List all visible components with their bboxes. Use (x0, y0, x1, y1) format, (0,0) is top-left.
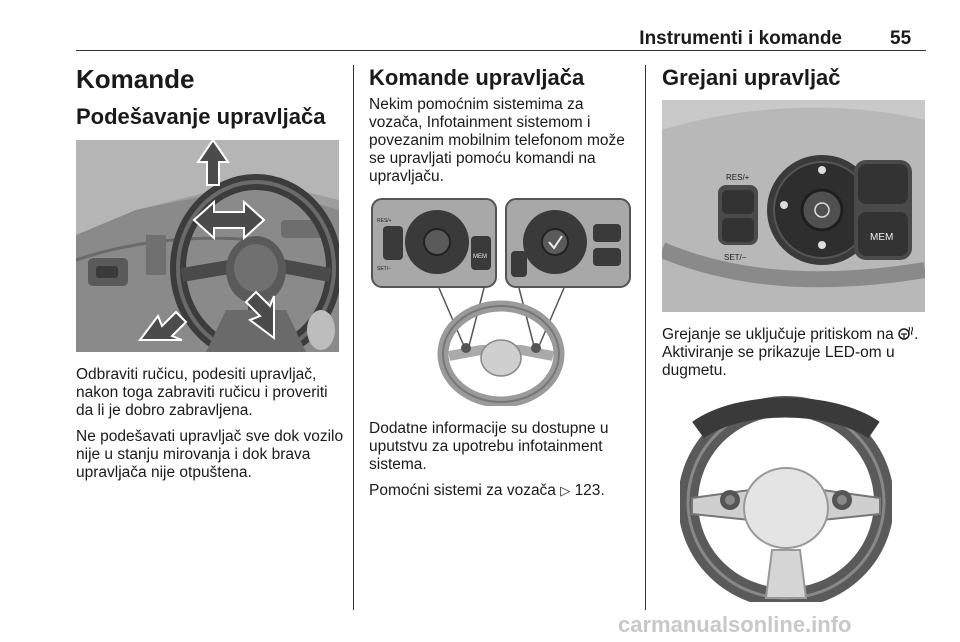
page-ref-arrow-icon: ▷ (560, 483, 571, 498)
heated-wheel-led-info: Aktiviranje se prikazuje LED-om u dugmetu. (662, 344, 895, 379)
col2-intro (369, 96, 639, 194)
col1-paragraph-1: Odbraviti ručicu, podesiti upravljač, nakon toga zabraviti ručicu i proveriti da li je dobro zabravljena. (76, 366, 328, 419)
section-heading: Komande (76, 64, 195, 94)
fig-label-set: SET/− (377, 266, 392, 272)
column-divider-2 (645, 65, 646, 610)
page-ref-number[interactable]: 123 (574, 482, 601, 499)
running-header-title: Instrumenti i komande (639, 28, 842, 49)
col2-more-text (369, 420, 639, 508)
steering-adjust-figure (76, 140, 339, 352)
steering-controls-figure (369, 196, 633, 406)
section-heading-controls: Komande upravljača (369, 65, 585, 90)
col3-text (662, 326, 932, 388)
col2-paragraph-1: Nekim pomoćnim sistemima za vozača, Infotainment sistemom i povezanim mobilnim telefonom može se upravljati pomoću komandi na upravljaču. (369, 96, 625, 185)
driver-assist-ref-text: Pomoćni sistemi za vozača (369, 482, 556, 499)
column-divider-1 (353, 65, 354, 610)
heated-wheel-instruction: Grejanje se uključuje pritiskom na (662, 326, 894, 343)
page-number: 55 (890, 28, 912, 49)
header-rule (76, 50, 926, 51)
heated-wheel-button-figure (662, 100, 925, 312)
col1-paragraph-2: Ne podešavati upravljač sve dok vozilo nije u stanju mirovanja i dok brava upravljača nije otpuštena. (76, 428, 344, 481)
col3-paragraph-1: Grejanje se uključuje pritiskom na . Aktiviranje se prikazuje LED-om u dugmetu. (662, 326, 919, 379)
col2-paragraph-3: Pomoćni sistemi za vozača ▷ 123. (369, 482, 605, 499)
fig-label-mem: MEM (473, 254, 487, 260)
heated-steering-wheel-icon (898, 326, 914, 344)
col1-text (76, 366, 348, 490)
fig3-label-set: SET/− (724, 253, 747, 262)
section-heading-heated: Grejani upravljač (662, 65, 841, 90)
fig3-label-mem: MEM (870, 232, 894, 243)
fig-label-res: RES/+ (377, 218, 392, 224)
subsection-heading: Podešavanje upravljača (76, 104, 326, 129)
col2-paragraph-2: Dodatne informacije su dostupne u uputstvu za upotrebu infotainment sistema. (369, 420, 609, 473)
heated-wheel-figure (680, 390, 892, 602)
watermark: carmanualsonline.info (618, 612, 852, 637)
fig3-label-res: RES/+ (726, 173, 750, 182)
